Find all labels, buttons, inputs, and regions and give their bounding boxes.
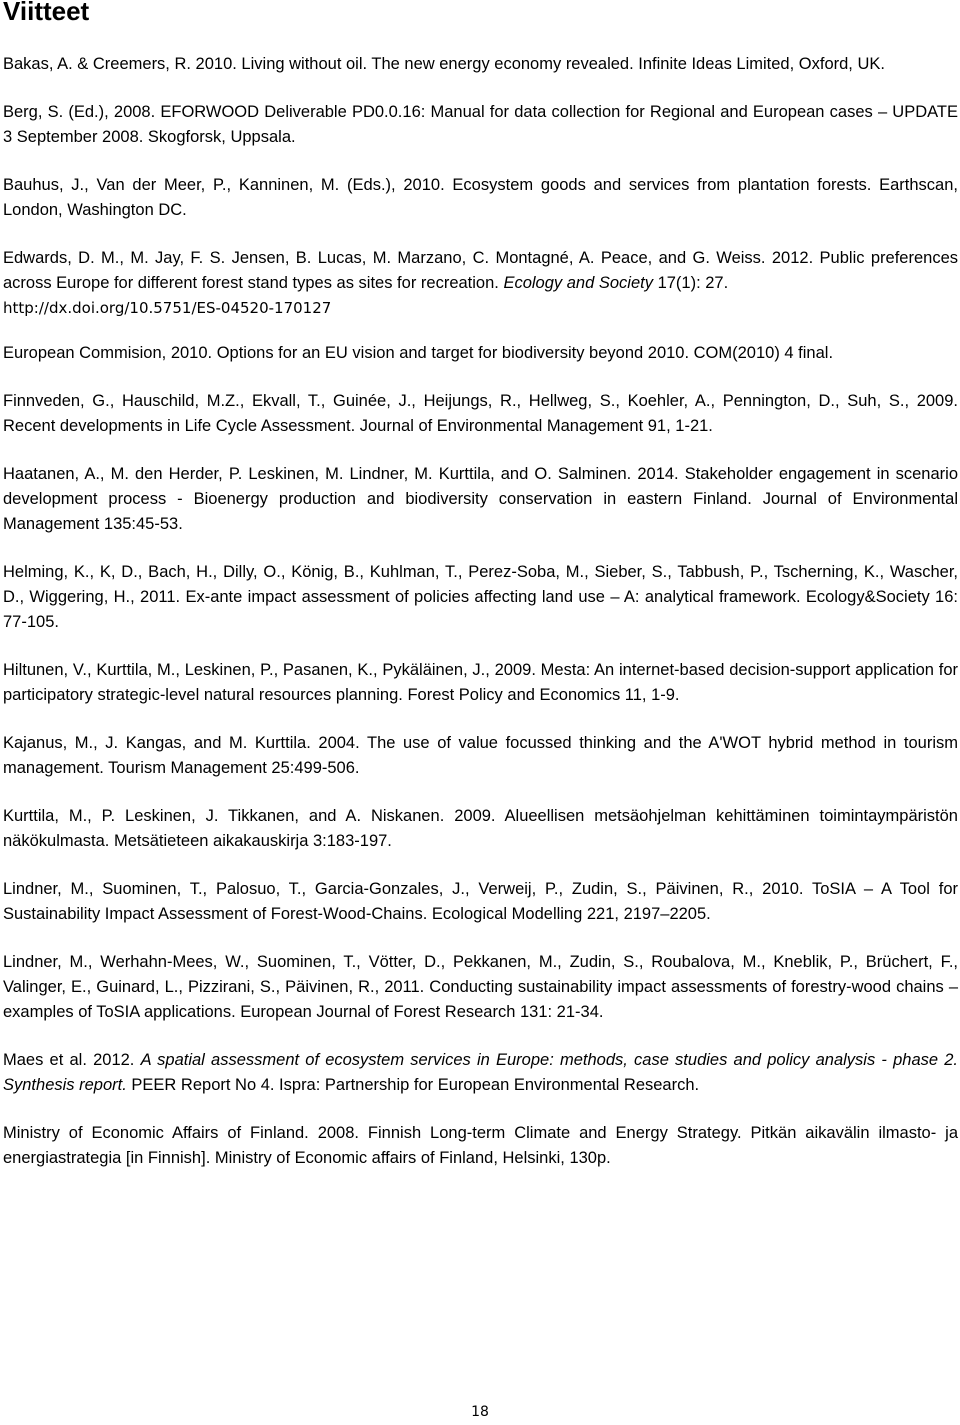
reference-item: Helming, K., K, D., Bach, H., Dilly, O., König, B., Kuhlman, T., Perez-Soba, M., Sieber, S., Tabbush, P., Tscherning, K., Wascher, D., Wiggering, H., 2011. Ex-ante impact assessment of policies affecting land use – A: analytical framework. Ecology&Society 16: 77-105.	[3, 563, 958, 631]
journal-title: Ecology and Society	[503, 274, 653, 292]
reference-item: Lindner, M., Suominen, T., Palosuo, T., Garcia-Gonzales, J., Verweij, P., Zudin, S., Päivinen, R., 2010. ToSIA – A Tool for Sustainability Impact Assessment of Forest-Wood-Chains. Ecological Modelling 221, 2197–2205.	[3, 880, 958, 923]
reference-item: Kurttila, M., P. Leskinen, J. Tikkanen, and A. Niskanen. 2009. Alueellisen metsäohjelman kehittäminen toimintaympäristön näkökulmasta. Metsätieteen aikakauskirja 3:183-197.	[3, 807, 958, 850]
report-title: A spatial assessment of ecosystem services in Europe: methods, case studies and policy analysis - phase 2. Synthesis report.	[3, 1051, 958, 1094]
reference-item: Berg, S. (Ed.), 2008. EFORWOOD Deliverable PD0.0.16: Manual for data collection for Regional and European cases – UPDATE 3 September 2008. Skogforsk, Uppsala.	[3, 103, 958, 146]
reference-item: Edwards, D. M., M. Jay, F. S. Jensen, B. Lucas, M. Marzano, C. Montagné, A. Peace, and G. Weiss. 2012. Public preferences across Europe for different forest stand types as sites for recreation. Ecology and Society 17(1): 27. http://dx.doi.org/10.5751/ES-04520-170127	[3, 246, 958, 321]
page-number: 18	[471, 1404, 489, 1420]
reference-item: Bauhus, J., Van der Meer, P., Kanninen, M. (Eds.), 2010. Ecosystem goods and services from plantation forests. Earthscan, London, Washington DC.	[3, 176, 958, 219]
reference-item: Hiltunen, V., Kurttila, M., Leskinen, P., Pasanen, K., Pykäläinen, J., 2009. Mesta: An internet-based decision-support application for participatory strategic-level natural resources planning. Forest Policy and Economics 11, 1-9.	[3, 661, 958, 704]
doi-link[interactable]: http://dx.doi.org/10.5751/ES-04520-170127	[3, 299, 332, 317]
reference-item: Maes et al. 2012. A spatial assessment of ecosystem services in Europe: methods, case studies and policy analysis - phase 2. Synthesis report. PEER Report No 4. Ispra: Partnership for European Environmental Research.	[3, 1051, 958, 1094]
reference-item: Lindner, M., Werhahn-Mees, W., Suominen, T., Vötter, D., Pekkanen, M., Zudin, S., Roubalova, M., Kneblik, P., Brüchert, F., Valinger, E., Guinard, L., Pizzirani, S., Päivinen, R., 2011. Conducting sustainability impact assessments of forestry-wood chains – examples of ToSIA applications. European Journal of Forest Research 131: 21-34.	[3, 953, 958, 1021]
reference-item: Finnveden, G., Hauschild, M.Z., Ekvall, T., Guinée, J., Heijungs, R., Hellweg, S., Koehler, A., Pennington, D., Suh, S., 2009. Recent developments in Life Cycle Assessment. Journal of Environmental Management 91, 1-21.	[3, 392, 958, 435]
reference-item: Haatanen, A., M. den Herder, P. Leskinen, M. Lindner, M. Kurttila, and O. Salminen. 2014. Stakeholder engagement in scenario development process - Bioenergy production and biodiversity conservation in eastern Finland. Journal of Environmental Management 135:45-53.	[3, 465, 958, 533]
reference-item: Ministry of Economic Affairs of Finland. 2008. Finnish Long-term Climate and Energy Strategy. Pitkän aikavälin ilmasto- ja energiastrategia [in Finnish]. Ministry of Economic affairs of Finland, Helsinki, 130p.	[3, 1124, 958, 1167]
reference-item: Kajanus, M., J. Kangas, and M. Kurttila. 2004. The use of value focussed thinking and the A'WOT hybrid method in tourism management. Tourism Management 25:499-506.	[3, 734, 958, 777]
reference-item: Bakas, A. & Creemers, R. 2010. Living without oil. The new energy economy revealed. Infinite Ideas Limited, Oxford, UK.	[3, 55, 885, 73]
page-title: Viitteet	[3, 0, 90, 26]
reference-list	[3, 52, 958, 1194]
reference-item: European Commision, 2010. Options for an EU vision and target for biodiversity beyond 2010. COM(2010) 4 final.	[3, 344, 834, 362]
